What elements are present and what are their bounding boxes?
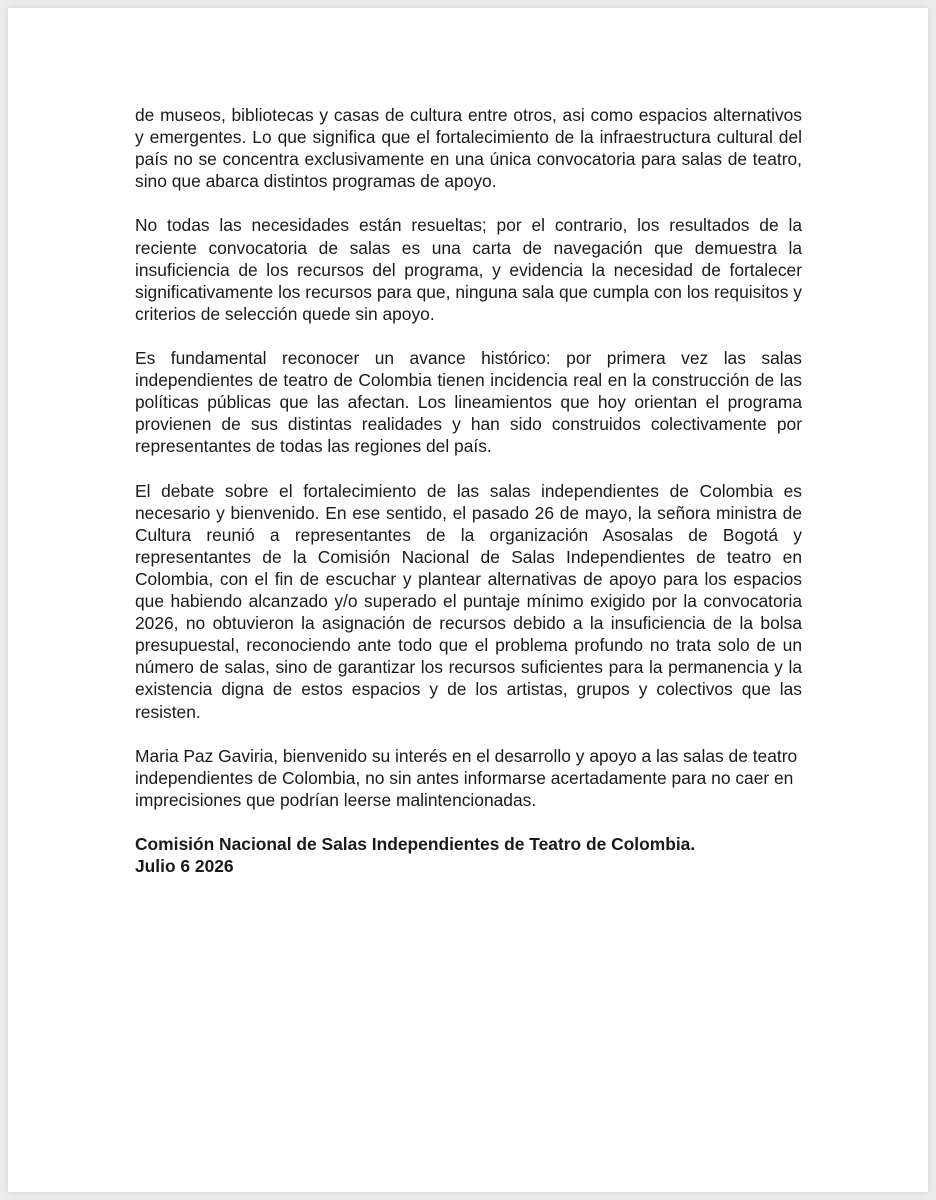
paragraph-avance-historico: Es fundamental reconocer un avance histórico: por primera vez las salas independientes de teatro de Colombia tienen incidencia real en la construcción de las políticas públicas que las afectan. Los lineamientos que hoy orientan el programa provienen de sus distintas realidades y han sido construidos colectivamente por representantes de todas las regiones del país. [135,348,802,457]
document-page [8,8,928,1192]
paragraph-debate: El debate sobre el fortalecimiento de las salas independientes de Colombia es necesario y bienvenido. En ese sentido, el pasado 26 de mayo, la señora ministra de Cultura reunió a representantes de la organización Asosalas de Bogotá y representantes de la Comisión Nacional de Salas Independientes de teatro en Colombia, con el fin de escuchar y plantear alternativas de apoyo para los espacios que habiendo alcanzado y/o superado el puntaje mínimo exigido por la convocatoria 2026, no obtuvieron la asignación de recursos debido a la insuficiencia de la bolsa presupuestal, reconociendo ante todo que el problema profundo no trata solo de un número de salas, sino de garantizar los recursos suficientes para la permanencia y la existencia digna de estos espacios y de los artistas, grupos y colectivos que las resisten. [135,480,802,722]
document-body [135,104,802,877]
signature-date: Julio 6 2026 [135,856,234,877]
signature-organization: Comisión Nacional de Salas Independientes de Teatro de Colombia. [135,834,696,855]
paragraph-museos: de museos, bibliotecas y casas de cultura entre otros, asi como espacios alternativos y emergentes. Lo que significa que el fortalecimiento de la infraestructura cultural del país no se concentra exclusivamente en una única convocatoria para salas de teatro, sino que abarca distintos programas de apoyo. [135,105,802,192]
paragraph-necesidades: No todas las necesidades están resueltas; por el contrario, los resultados de la reciente convocatoria de salas es una carta de navegación que demuestra la insuficiencia de los recursos del programa, y evidencia la necesidad de fortalecer significativamente los recursos para que, ninguna sala que cumpla con los requisitos y criterios de selección quede sin apoyo. [135,215,802,324]
paragraph-maria-paz-gaviria: Maria Paz Gaviria, bienvenido su interés en el desarrollo y apoyo a las salas de teatro independientes de Colombia, no sin antes informarse acertadamente para no caer en imprecisiones que podrían leerse malintencionadas. [135,745,798,810]
